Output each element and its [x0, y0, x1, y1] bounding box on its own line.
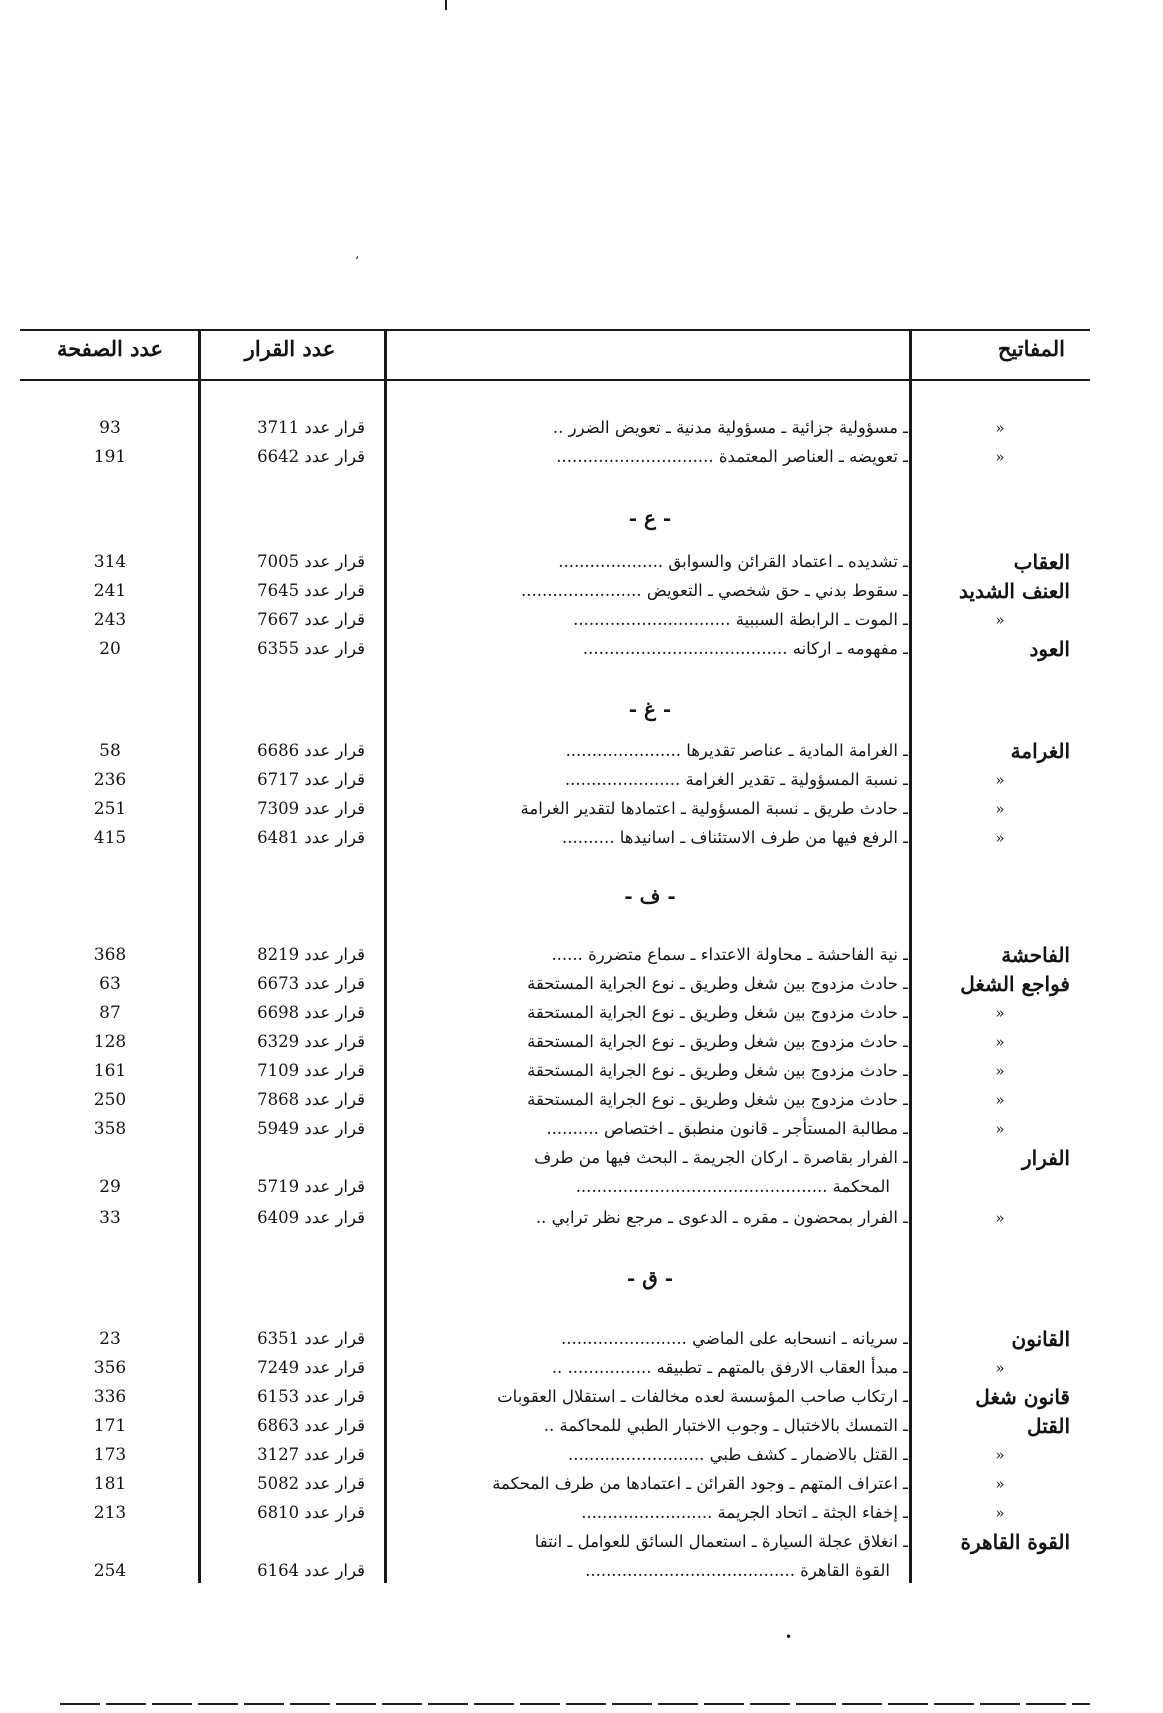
section-letter-ghain: - غ - [628, 697, 672, 721]
row-description: ـ حادث مزدوج بين شغل وطريق ـ نوع الجراية المستحقة [527, 1032, 908, 1051]
row-decision: قرار عدد 8219 [257, 945, 365, 964]
row-page: 251 [93, 799, 127, 819]
row-page: 20 [99, 639, 121, 659]
row-decision: قرار عدد 5082 [257, 1474, 365, 1493]
row-decision: قرار عدد 5719 [257, 1177, 365, 1196]
row-decision: قرار عدد 6355 [257, 639, 365, 658]
row-decision: قرار عدد 7109 [257, 1061, 365, 1080]
top-edge-line [445, 0, 447, 10]
row-keyword: » [995, 611, 1005, 629]
row-keyword: » [995, 1359, 1005, 1377]
row-decision: قرار عدد 6351 [257, 1329, 365, 1348]
row-keyword: » [995, 1446, 1005, 1464]
table-row [0, 443, 1163, 471]
row-description: ـ مفهومه ـ اركانه ....................................... [582, 639, 908, 658]
row-description: ـ حادث مزدوج بين شغل وطريق ـ نوع الجراية المستحقة [527, 1003, 908, 1022]
row-page: 241 [93, 581, 127, 601]
row-decision: قرار عدد 7667 [257, 610, 365, 629]
row-keyword: » [995, 800, 1005, 818]
row-decision: قرار عدد 7249 [257, 1358, 365, 1377]
row-description: ـ مسؤولية جزائية ـ مسؤولية مدنية ـ تعويض الضرر .. [552, 418, 908, 437]
table-row [0, 766, 1163, 794]
row-description: ـ حادث مزدوج بين شغل وطريق ـ نوع الجراية المستحقة [527, 1061, 908, 1080]
row-keyword: » [995, 1120, 1005, 1138]
row-keyword: فواجع الشغل [960, 972, 1070, 996]
row-description: ـ حادث مزدوج بين شغل وطريق ـ نوع الجراية المستحقة [527, 974, 908, 993]
row-decision: قرار عدد 6673 [257, 974, 365, 993]
row-description: ـ التمسك بالاختبال ـ وجوب الاختبار الطبي للمحاكمة .. [543, 1416, 908, 1435]
row-keyword: الغرامة [1010, 739, 1070, 763]
row-description: ـ الفرار بقاصرة ـ اركان الجريمة ـ البحث فيها من طرف [534, 1148, 908, 1167]
row-keyword: الفرار [1021, 1146, 1070, 1170]
row-keyword: قانون شغل [975, 1385, 1070, 1409]
row-keyword: » [995, 829, 1005, 847]
table-row [0, 1115, 1163, 1143]
row-page: 93 [99, 418, 121, 438]
table-row [0, 1204, 1163, 1232]
row-decision: قرار عدد 6698 [257, 1003, 365, 1022]
row-page: 213 [93, 1503, 127, 1523]
row-keyword: » [995, 1504, 1005, 1522]
row-keyword: » [995, 448, 1005, 466]
row-description: ـ إخفاء الجثة ـ اتحاد الجريمة ......................... [581, 1503, 908, 1522]
row-description: ـ تشديده ـ اعتماد القرائن والسوابق .................... [558, 552, 908, 571]
table-row [0, 1470, 1163, 1498]
section-letter-fa: - ف - [624, 884, 676, 908]
table-row [0, 1412, 1163, 1440]
stray-mark: ، [355, 248, 359, 262]
row-decision: قرار عدد 5949 [257, 1119, 365, 1138]
table-top-rule [20, 329, 1090, 331]
row-keyword: » [995, 1062, 1005, 1080]
row-page: 250 [93, 1090, 127, 1110]
table-row [0, 824, 1163, 852]
header-page-number: عدد الصفحة [56, 336, 164, 361]
row-description: ـ الموت ـ الرابطة السببية .............................. [573, 610, 908, 629]
row-decision: قرار عدد 6153 [257, 1387, 365, 1406]
row-description: ـ تعويضه ـ العناصر المعتمدة .............................. [556, 447, 908, 466]
row-decision: قرار عدد 6863 [257, 1416, 365, 1435]
table-row [0, 414, 1163, 442]
section-letter-qaf: - ق - [626, 1266, 674, 1290]
row-decision: قرار عدد 3711 [257, 418, 365, 437]
row-description: ـ سريانه ـ انسحابه على الماضي ........................ [560, 1329, 908, 1348]
row-decision: قرار عدد 7309 [257, 799, 365, 818]
row-description: ـ مبدأ العقاب الارفق بالمتهم ـ تطبيقه ................ .. [551, 1358, 908, 1377]
row-page: 243 [93, 610, 127, 630]
row-keyword: القتل [1027, 1414, 1070, 1438]
row-keyword: » [995, 419, 1005, 437]
row-keyword: » [995, 1004, 1005, 1022]
header-decision-number: عدد القرار [244, 336, 336, 361]
row-description: ـ سقوط بدني ـ حق شخصي ـ التعويض ....................... [520, 581, 908, 600]
row-keyword: العود [1029, 637, 1070, 661]
row-page: 415 [93, 828, 127, 848]
table-row [0, 941, 1163, 969]
row-decision: قرار عدد 6686 [257, 741, 365, 760]
row-decision: قرار عدد 6409 [257, 1208, 365, 1227]
row-page: 63 [99, 974, 121, 994]
table-row [0, 1499, 1163, 1527]
table-row [0, 1325, 1163, 1353]
row-keyword: » [995, 1475, 1005, 1493]
row-page: 191 [93, 447, 127, 467]
header-keywords: المفاتيح [997, 336, 1065, 361]
row-keyword: العقاب [1013, 550, 1070, 574]
table-row [0, 548, 1163, 576]
row-description: ـ نسبة المسؤولية ـ تقدير الغرامة ...................... [564, 770, 908, 789]
row-keyword: القانون [1011, 1327, 1070, 1351]
table-row [0, 577, 1163, 605]
table-row [0, 1354, 1163, 1382]
row-page: 33 [99, 1208, 121, 1228]
table-row [0, 1028, 1163, 1056]
stray-dot: • [785, 1630, 793, 1644]
row-decision: قرار عدد 3127 [257, 1445, 365, 1464]
row-description: ـ حادث طريق ـ نسبة المسؤولية ـ اعتمادها لتقدير الغرامة [520, 799, 908, 818]
row-page: 161 [93, 1061, 127, 1081]
table-header-rule [20, 379, 1090, 381]
row-page: 87 [99, 1003, 121, 1023]
row-decision: قرار عدد 6717 [257, 770, 365, 789]
row-decision: قرار عدد 6164 [257, 1561, 365, 1580]
table-row [0, 1086, 1163, 1114]
row-description: ـ الفرار بمحضون ـ مقره ـ الدعوى ـ مرجع نظر ترابي .. [535, 1208, 908, 1227]
bottom-edge-rule [60, 1703, 1090, 1705]
row-decision: قرار عدد 7645 [257, 581, 365, 600]
row-keyword: » [995, 771, 1005, 789]
row-keyword: العنف الشديد [958, 579, 1070, 603]
row-description: ـ نية الفاحشة ـ محاولة الاعتداء ـ سماع متضررة ...... [551, 945, 908, 964]
row-description: ـ ارتكاب صاحب المؤسسة لعده مخالفات ـ استقلال العقوبات [497, 1387, 908, 1406]
row-decision: قرار عدد 7005 [257, 552, 365, 571]
table-row [0, 1383, 1163, 1411]
row-description-continued: القوة القاهرة ........................................ [585, 1561, 890, 1580]
row-page: 173 [93, 1445, 127, 1465]
row-description: ـ اعتراف المتهم ـ وجود القرائن ـ اعتمادها من طرف المحكمة [492, 1474, 908, 1493]
row-page: 254 [93, 1561, 127, 1581]
row-decision: قرار عدد 6329 [257, 1032, 365, 1051]
table-row [0, 737, 1163, 765]
table-row [0, 1528, 1163, 1586]
table-row [0, 1441, 1163, 1469]
row-page: 356 [93, 1358, 127, 1378]
row-page: 336 [93, 1387, 127, 1407]
row-decision: قرار عدد 7868 [257, 1090, 365, 1109]
row-keyword: » [995, 1209, 1005, 1227]
row-description: ـ الرفع فيها من طرف الاستئناف ـ اسانيدها .......... [562, 828, 908, 847]
section-letter-ain: - ع - [628, 506, 672, 530]
row-keyword: » [995, 1091, 1005, 1109]
row-page: 358 [93, 1119, 127, 1139]
row-keyword: القوة القاهرة [960, 1530, 1070, 1554]
table-row [0, 1057, 1163, 1085]
row-description: ـ الغرامة المادية ـ عناصر تقديرها ...................... [565, 741, 908, 760]
table-row [0, 606, 1163, 634]
table-row [0, 999, 1163, 1027]
row-page: 368 [93, 945, 127, 965]
row-page: 23 [99, 1329, 121, 1349]
row-page: 181 [93, 1474, 127, 1494]
row-description-continued: المحكمة ................................................ [575, 1177, 890, 1196]
row-decision: قرار عدد 6810 [257, 1503, 365, 1522]
row-page: 314 [93, 552, 127, 572]
row-description: ـ مطالبة المستأجر ـ قانون منطبق ـ اختصاص .......... [546, 1119, 908, 1138]
row-keyword: الفاحشة [1001, 943, 1070, 967]
row-page: 58 [99, 741, 121, 761]
row-decision: قرار عدد 6642 [257, 447, 365, 466]
row-page: 236 [93, 770, 127, 790]
row-description: ـ القتل بالاضمار ـ كشف طبي .......................... [567, 1445, 908, 1464]
table-row [0, 795, 1163, 823]
row-page: 29 [99, 1177, 121, 1197]
table-row [0, 635, 1163, 663]
table-row [0, 1144, 1163, 1202]
row-page: 128 [93, 1032, 127, 1052]
row-page: 171 [93, 1416, 127, 1436]
row-keyword: » [995, 1033, 1005, 1051]
row-description: ـ حادث مزدوج بين شغل وطريق ـ نوع الجراية المستحقة [527, 1090, 908, 1109]
row-description: ـ انغلاق عجلة السيارة ـ استعمال السائق للعوامل ـ انتفا [534, 1532, 908, 1551]
table-row [0, 970, 1163, 998]
row-decision: قرار عدد 6481 [257, 828, 365, 847]
